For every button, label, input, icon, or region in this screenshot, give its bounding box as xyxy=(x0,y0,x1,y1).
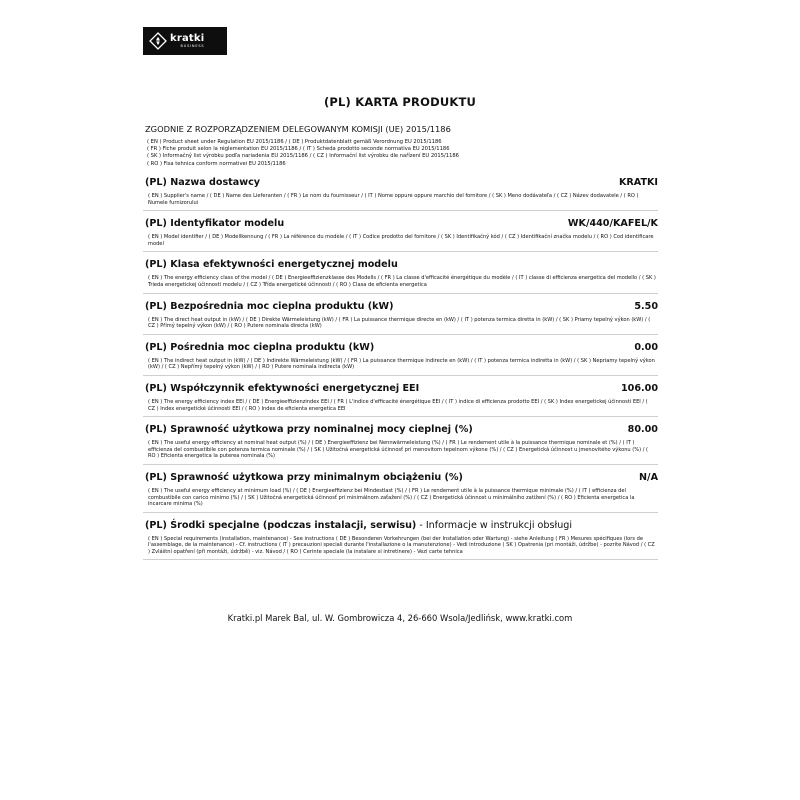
section-description: ( EN ) Supplier's name / ( DE ) Name des Lieferanten / ( FR ) Le nom du fournisseur / ( IT ) Nome oppure oppure marchio del fornitore / ( SK ) Meno dodávateľa / ( CZ ) Název dodavatele / ( RO ) Numele furnizorului xyxy=(148,193,639,206)
section-label: (PL) Współczynnik efektywności energetycznej EEI xyxy=(145,382,420,394)
section-label: (PL) Sprawność użytkowa przy nominalnej mocy cieplnej (%) xyxy=(145,424,473,436)
section-label: (PL) Sprawność użytkowa przy minimalnym obciążeniu (%) xyxy=(145,471,463,483)
regulation-line: ( RO ) Fisa tehnica conform normativei EU 2015/1186 xyxy=(147,160,286,167)
section-description: ( EN ) The useful energy efficiency at nominal heat output (%) / ( DE ) Energieeffizienz bei Nennwärmeleistung (%) / ( FR ) Le rendement utile à la puissance thermique nominale et (%) / ( IT ) efficienza del combustibile con potenza termica nominale (%) / ( SK ) Užitočná energetická účinnosť pri menovitom tepelnom výkone (%) / ( CZ ) Energetická účinnost u jmenovitého výkonu (%) / ( RO ) Eficienta energetica la puterea nominala (%) xyxy=(148,440,649,460)
page-title: (PL) KARTA PRODUKTU xyxy=(323,95,477,109)
section-label: (PL) Środki specjalne (podczas instalacji, serwisu) - Informacje w instrukcji obsługi xyxy=(145,519,573,531)
section-description: ( EN ) The direct heat output in (kW) / ( DE ) Direkte Wärmeleistung (kW) / ( FR ) La puissance thermique directe en (kW) / ( IT ) potenza termica diretta in (kW) / ( SK ) Priamy tepelný výkon (kW) / ( CZ ) Přímý tepelný výkon (kW) / ( RO ) Putere nominala directa (kW) xyxy=(148,316,651,330)
regulation-line: ( SK ) Informačný list výrobku podľa nariadenia EU 2015/1186 / ( CZ ) Informační list výrobku dle nařízení EU 2015/1186 xyxy=(147,153,459,160)
regulation-line: ( EN ) Product sheet under Regulation EU 2015/1186 / ( DE ) Produktdatenblatt gemäß Verordnung EU 2015/1186 xyxy=(147,139,442,145)
section-value: KRATKI xyxy=(618,177,658,188)
logo-name: kratki xyxy=(170,32,205,44)
section-label: (PL) Klasa efektywności energetycznej modelu xyxy=(145,259,398,271)
section-label: (PL) Bezpośrednia moc cieplna produktu (kW) xyxy=(145,300,394,312)
section-description: ( EN ) Special requirements (installation, maintenance) - See instructions ( DE ) Besonderen Vorkehrungen (bei der Installation oder Wartung) - siehe Anleitung ( FR ) Mesures spécifiques (lors de l'assemblage, de la maintenance) - Cf. instructions ( IT ) precauzioni speciali durante l'installazione o la manutenzione) - Vedi introduzione ( SK ) Opatrenia (pri montáži, údržbe) - pozrite Návod / ( CZ ) Zvláštní opatření (při montáži, údržbě) - viz. Návod / ( RO ) Cerinte speciale (la instalare si intretinere) - Vezi carte tehnica xyxy=(148,535,655,555)
regulation-line: ( FR ) Fiche produit selon la réglementation EU 2015/1186 / ( IT ) Scheda prodotto seconde normativa EU 2015/1186 xyxy=(147,146,450,153)
section-value: 80.00 xyxy=(627,424,658,436)
flame-icon xyxy=(149,32,167,50)
section-value: WK/440/KAFEL/K xyxy=(567,218,658,230)
section-model-identifier xyxy=(143,211,658,252)
footer-address: Kratki.pl Marek Bal, ul. W. Gombrowicza 4, 26-660 Wsola/Jedlińsk, www.kratki.com xyxy=(227,613,573,623)
regulation-title: ZGODNIE Z ROZPORZĄDZENIEM DELEGOWANYM KOMISJI (UE) 2015/1186 xyxy=(145,124,451,134)
section-label: (PL) Identyfikator modelu xyxy=(145,218,285,230)
section-supplier-name xyxy=(143,170,658,211)
section-eei xyxy=(143,376,658,417)
section-description: ( EN ) Model identifier / ( DE ) Modellkennung / ( FR ) La référence du modèle / ( IT ) Codice prodotto del fornitore / ( SK ) Identifikačný kód / ( CZ ) Identifikační značka modelu / ( RO ) Cod identificare model xyxy=(148,234,654,247)
section-description: ( EN ) The useful energy efficiency at minimum load (%) / ( DE ) Energieeffizienz bei Mindestlast (%) / ( FR ) Le rendement utile à la puissance thermique minimale (%) / ( IT ) efficienza del combustibile con carico minimo (%) / ( SK ) Užitočná energetická účinnosť pri minimálnom zaťažení (%) / ( CZ ) Energetická účinnost u minimálního zatížení (%) / ( RO ) Eficienta energetica la incarcare minima (%) xyxy=(148,487,635,508)
section-energy-class xyxy=(143,252,658,293)
section-value: N/A xyxy=(639,471,658,483)
section-value: 0.00 xyxy=(634,341,658,353)
section-label: (PL) Pośrednia moc cieplna produktu (kW) xyxy=(145,341,375,353)
brand-logo xyxy=(143,27,227,55)
regulation-translations xyxy=(147,139,567,168)
logo-text xyxy=(170,34,204,49)
section-efficiency-minimum xyxy=(143,465,658,513)
section-description: ( EN ) The energy efficiency class of the model / ( DE ) Energieeffizienzklasse des Modells / ( FR ) La classe d'efficacité énergétique du modèle / ( IT ) classe di efficienza energetica del modello / ( SK ) Trieda energetickej účinnosti modelu / ( CZ ) Třída energetické účinnosti / ( RO ) Clasa de eficienta energetica xyxy=(148,275,656,288)
section-value: 5.50 xyxy=(634,300,658,312)
section-special-measures xyxy=(143,513,658,561)
section-value: 106.00 xyxy=(620,382,658,394)
section-efficiency-nominal xyxy=(143,417,658,465)
section-label: (PL) Nazwa dostawcy xyxy=(145,177,261,188)
product-sheet-table xyxy=(143,170,658,560)
section-indirect-heat-output xyxy=(143,335,658,376)
logo-subtitle: BUSINESS xyxy=(180,43,205,48)
section-description: ( EN ) The indirect heat output in (kW) / ( DE ) Indirekte Wärmeleistung (kW) / ( FR ) La puissance thermique indirecte en (kW) / ( IT ) potenza termica indiretta in (kW) / ( SK ) Nepriamy tepelný výkon (kW) / ( CZ ) Nepřímý tepelný výkon (kW) / ( RO ) Putere nominala indirecta (kW) xyxy=(148,357,655,371)
section-direct-heat-output xyxy=(143,294,658,335)
section-description: ( EN ) The energy efficiency index EEI / ( DE ) Energieeffizienzindex EEI / ( FR ) L'indice d'efficacité énergétique EEI / ( IT ) indice di efficienza prodotto EEI / ( SK ) Index energetickej účinnosti EEI / ( CZ ) Index energetické účinnosti EEI / ( RO ) Index de eficienta energetica EEI xyxy=(148,398,648,412)
